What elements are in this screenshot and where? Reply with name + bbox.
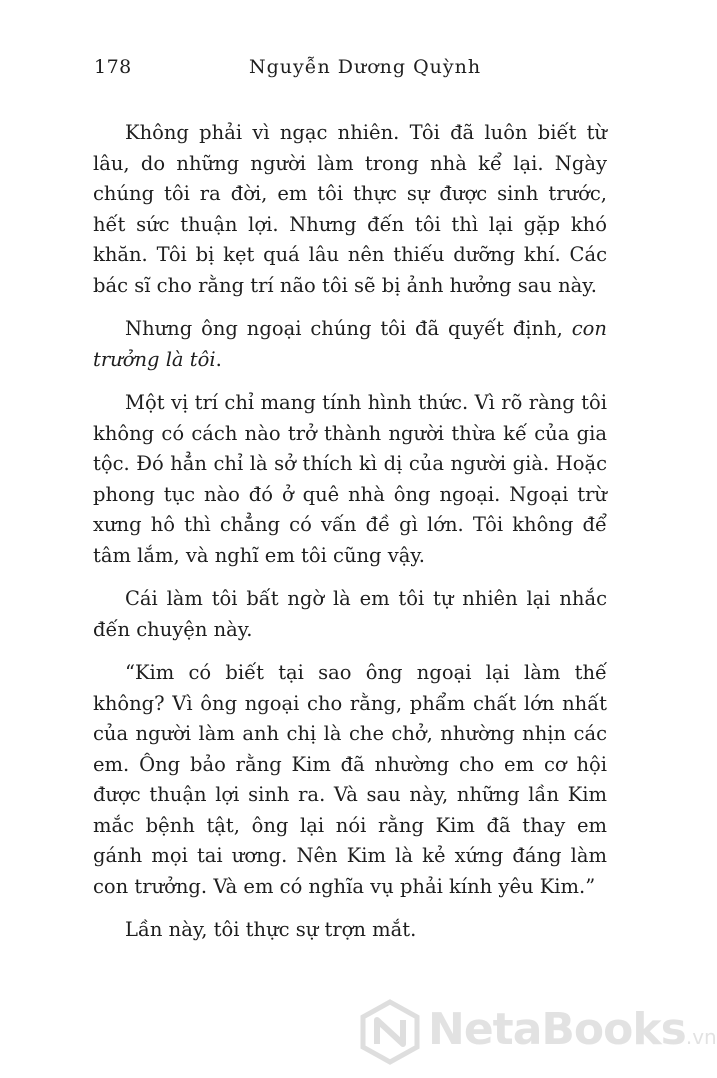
- paragraph-2-tail: .: [215, 347, 222, 371]
- paragraph-3: Một vị trí chỉ mang tính hình thức. Vì rõ ràng tôi không có cách nào trở thành người thừa kế của gia tộc. Đó hẳn chỉ là sở thích kì dị của người già. Hoặc phong tục nào đó ở quê nhà ông ngoại. Ngoại trừ xưng hô thì chẳng có vấn đề gì lớn. Tôi không để tâm lắm, và nghĩ em tôi cũng vậy.: [93, 391, 607, 567]
- paragraph-2-italic: con trưởng là tôi: [93, 317, 607, 371]
- page-number: 178: [94, 56, 132, 78]
- running-title: Nguyễn Dương Quỳnh: [249, 56, 482, 78]
- paragraph-4: Cái làm tôi bất ngờ là em tôi tự nhiên lại nhắc đến chuyện này.: [93, 587, 607, 641]
- netabooks-logo-icon: [358, 1000, 422, 1064]
- paragraph-6: Lần này, tôi thực sự trợn mắt.: [125, 918, 417, 941]
- body-text: [93, 118, 607, 959]
- paragraph-2: [93, 314, 607, 375]
- watermark-brand: NetaBooks: [428, 1004, 686, 1055]
- watermark-suffix: .vn: [685, 1025, 717, 1049]
- watermark-text: [428, 1004, 717, 1055]
- paragraph-1: Không phải vì ngạc nhiên. Tôi đã luôn biết từ lâu, do những người làm trong nhà kể lại. Ngày chúng tôi ra đời, em tôi thực sự được sinh trước, hết sức thuận lợi. Nhưng đến tôi thì lại gặp khó khăn. Tôi bị kẹt quá lâu nên thiếu dưỡng khí. Các bác sĩ cho rằng trí não tôi sẽ bị ảnh hưởng sau này.: [93, 121, 607, 297]
- watermark: [358, 1000, 717, 1064]
- paragraph-5: “Kim có biết tại sao ông ngoại lại làm thế không? Vì ông ngoại cho rằng, phẩm chất lớn nhất của người làm anh chị là che chở, nhường nhịn các em. Ông bảo rằng Kim đã nhường cho em cơ hội được thuận lợi sinh ra. Và sau này, những lần Kim mắc bệnh tật, ông lại nói rằng Kim đã thay em gánh mọi tai ương. Nên Kim là kẻ xứng đáng làm con trưởng. Và em có nghĩa vụ phải kính yêu Kim.”: [93, 661, 607, 898]
- paragraph-2-text: Nhưng ông ngoại chúng tôi đã quyết định,: [125, 317, 572, 340]
- page-header: [94, 56, 594, 86]
